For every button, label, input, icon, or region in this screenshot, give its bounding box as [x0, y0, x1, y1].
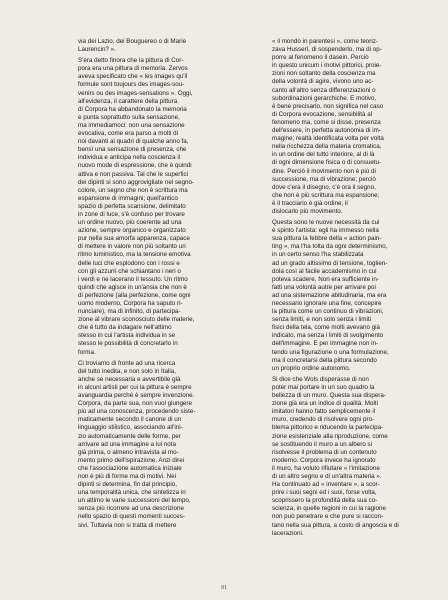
- paragraph: Questa sono le nuove necessità da cui è spinto l'artista: egli ha immesso nella sua pittura la febbre della « action pain- ting », ma l'ha tolta da ogni determinismo, in un certo senso l'ha stabilizzata ad un grado altissimo di tensione, toglien- dola così al facile accademismo in cui poteva scadere. Non era sufficiente in- fatti una volontà autre per arrivare poi ad una sistemazione abitudinaria, ma era necessario ignorare una fine, concepire la pittura come un continuo di vibrazioni, senza limiti, e non solo senza i limiti fisici della tela, come molti avevano già indicato, ma senza i limiti di svolgimento dell'immagine. E per immagine non in- tendo una figurazione o una formulazione, ma il concretarsi della pittura secondo un proprio ordine autonomo.: [272, 219, 389, 372]
- right-column: [272, 38, 448, 541]
- paragraph: S'era detto finora che la pittura di Cor- pora era una pittura di memoria. Zervos aveva specificato che « les images qu'il formule sont toujours des images-sou- venirs ou des images-sensations ». Oggi, all'evidenza, il carattere della pittura di Corpora ha abbandonato la memoria e punta soprattutto sulla sensazione, ma immediamoci: non una sensazione evocativa, come era parso a molti di noi davanti ai quadri di qualche anno fa, bensì una sensazione di presenza, che individua e anticipa nella coscienza il nuovo mode di espressione, che è quindi attiva e non passiva. Tal che le superfici dei dipinti si sono aggrovigliate nel segno- colore, un segno che non è scrittura ma espansione di immagini; quell'antico spazio di perfetta scansione, delimitato in zone di luce, s'è confuso per trovare un ordine nuovo, più coerente ad una azione, sempre organico e organizzato pur nella sua amorfa apparenza, capace di mettere in valore non più soltanto un ritmo luministico, ma la tensione emotiva delle luci che esplodono con i rossi e con gli azzurri che schiantano i neri o i verdi e ne lacerano il tessuto. Un ritmo quindi che agisce in un'ansia che non è di perfezione (alla perfezione, come ogni uomo moderno, Corpora ha saputo ri- nunciare), ma di infinito, di partecipa- zione al vibrare sconosciuto delle materie, che è tutto da indagare nell'attimo stesso in cui l'artista individua in se stesso le possibilità di concretarlo in forma.: [78, 57, 195, 356]
- paragraph: Si dice che Wols disperasse di non poter mai portare in un suo quadro la bellezza di un muro. Questa sua dispera- zione già era un indice di qualità. Molti imitatori hanno fatto semplicemente il muro, credendo di risolvere ogni pro- blema pittorico e riducendo la partecipa- zione esistenziale alla riproduzione, come se sostituendo il muro a un albero si risolvesse il problema di un contenuto moderno. Corpora invece ha ignorato il muro, ha voluto rifiutare « l'imitazione di un altro segno e di un'altra materia ». Ha continuato ad « inventare », a scor- prire i suoi segni ed i suoi, forse volta, scoprissero la profondità della sua co- scienza, in quelle regioni in cui la ragione non può penetrare e che pure si raccon- tano nella sua pittura, a costo di angoscia e di lacerazioni.: [272, 375, 399, 537]
- paragraph: « il mondo in parentesi », come teoriz- zava Husserl, di sospenderlo, ma di op- porre al fenomeno il dasein. Perciò in questo unicum i motivi pittorici, proie- zioni non soltanto della coscienza ma della volontà di agire, vivono uno ac- canto all'altro senza differenziazioni o subordinazioni gerarchiche. E motivo, è bene precisarlo, non significa nel caso di Corpora evocazione, sensibilità al fenomeno ma, come si disse, presenza dell'essere, in perfetta autonomia di im- magine; realtà identificata volta per volta nella ricchezza della materia cromatica, in un ordine del tutto interiore, al di là di ogni dimensione fisica o di consuetu- dine. Perciò il movimento non è più di successione, ma di vibrazione; perciò dove c'era il disegno, c'è ora il segno, che non è più scrittura ma espansione; è il tracciario è già ordine, il dislocarlo più movimento.: [272, 38, 384, 215]
- left-column: [78, 38, 258, 533]
- paragraph: Ci troviamo di fronte ad una ricerca del tutto inedita, e non solo in Italia, anche se necessaria e avvertibile già in alcuni artisti per cui la pittura è sempre avanguardia perché è sempre invenzione. Corpora, da parte sua, non vuol giungere più ad una conoscenza, procedendo siste- maticamente secondo il canone di un linguaggio stilistico, associando all'ini- zio automaticamente delle forme, per arrivare ad una immagine a lui nota già prima, o almeno intravista al mo- mento primo dell'ispirazione. Anzi direi che l'associazione automatica iniziale non è più di forme ma di motivi. Nei dipinti si determina, fin dal principio, una temporalità unica, che sintetizza in un attimo le varie successioni del tempo, senza più ricorrere ad una descrizione nello spazio di questi momenti succes- sivi. Tuttavia non si tratta di mettere: [78, 359, 196, 529]
- page-number: 91: [221, 585, 227, 591]
- paragraph: via dei Lazio, dei Bouguereo o di Marie Laurencin? ».: [78, 38, 187, 54]
